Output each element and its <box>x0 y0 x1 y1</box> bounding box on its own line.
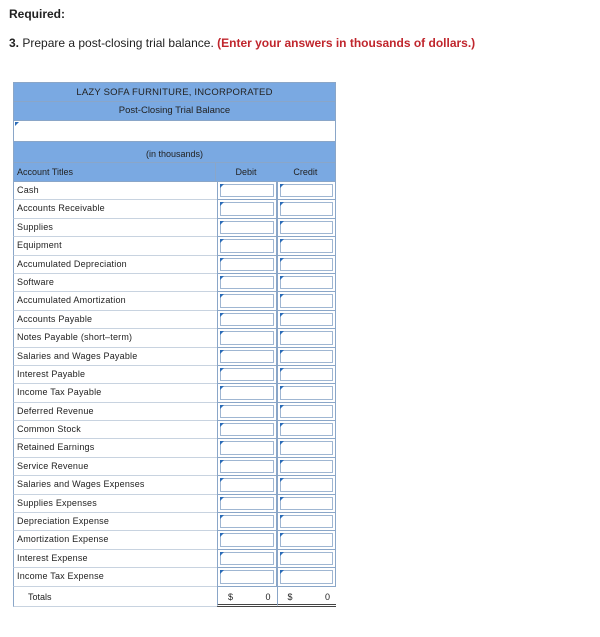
account-title[interactable]: Salaries and Wages Payable <box>13 348 217 366</box>
account-title[interactable]: Retained Earnings <box>13 439 217 457</box>
input-flag-icon <box>280 552 284 556</box>
debit-input-box[interactable] <box>220 239 274 252</box>
table-row <box>13 495 336 513</box>
input-flag-icon <box>280 368 284 372</box>
credit-input[interactable] <box>277 458 337 476</box>
credit-input-box[interactable] <box>280 552 334 565</box>
credit-input[interactable] <box>277 237 337 255</box>
input-flag-icon <box>220 533 224 537</box>
credit-input-box[interactable] <box>280 258 334 271</box>
account-title[interactable]: Income Tax Payable <box>13 384 217 402</box>
debit-input-box[interactable] <box>220 368 274 381</box>
account-title[interactable]: Accounts Receivable <box>13 200 217 218</box>
debit-input[interactable] <box>217 366 277 384</box>
account-title[interactable]: Interest Expense <box>13 550 217 568</box>
credit-input[interactable] <box>277 421 337 439</box>
table-row <box>13 513 336 531</box>
debit-input[interactable] <box>217 182 277 200</box>
input-flag-icon <box>280 276 284 280</box>
input-flag-icon <box>220 202 224 206</box>
table-row <box>13 439 336 457</box>
credit-input-box[interactable] <box>280 386 334 399</box>
input-flag-icon <box>220 313 224 317</box>
input-flag-icon <box>280 239 284 243</box>
credit-input[interactable] <box>277 311 337 329</box>
totals-label: Totals <box>13 587 217 607</box>
input-flag-icon <box>220 515 224 519</box>
input-flag-icon <box>280 423 284 427</box>
debit-input[interactable] <box>217 513 277 531</box>
credit-input-box[interactable] <box>280 313 334 326</box>
total-credit-value: 0 <box>324 591 330 602</box>
debit-input-box[interactable] <box>220 423 274 436</box>
debit-input[interactable] <box>217 421 277 439</box>
total-debit-value: 0 <box>265 591 271 602</box>
col-account-titles: Account Titles <box>14 163 216 181</box>
credit-input[interactable] <box>277 329 337 347</box>
account-title[interactable]: Supplies Expenses <box>13 495 217 513</box>
debit-input[interactable] <box>217 458 277 476</box>
debit-input-box[interactable] <box>220 221 274 234</box>
credit-input[interactable] <box>277 384 337 402</box>
debit-input[interactable] <box>217 256 277 274</box>
table-row <box>13 182 336 200</box>
account-title[interactable]: Interest Payable <box>13 366 217 384</box>
credit-input[interactable] <box>277 568 337 586</box>
account-title[interactable]: Depreciation Expense <box>13 513 217 531</box>
input-flag-icon <box>220 258 224 262</box>
debit-input-box[interactable] <box>220 478 274 491</box>
credit-input[interactable] <box>277 476 337 494</box>
total-debit-currency: $ <box>228 591 234 602</box>
input-flag-icon <box>220 386 224 390</box>
input-flag-icon <box>280 386 284 390</box>
credit-input-box[interactable] <box>280 533 334 546</box>
table-row <box>13 531 336 549</box>
credit-input-box[interactable] <box>280 202 334 215</box>
input-flag-icon <box>280 570 284 574</box>
question-text <box>9 36 475 50</box>
table-row <box>13 311 336 329</box>
account-rows <box>13 182 336 587</box>
input-flag-icon <box>220 294 224 298</box>
input-flag-icon <box>280 184 284 188</box>
table-row <box>13 200 336 218</box>
account-title[interactable]: Equipment <box>13 237 217 255</box>
credit-input[interactable] <box>277 256 337 274</box>
account-title[interactable]: Income Tax Expense <box>13 568 217 586</box>
table-row <box>13 256 336 274</box>
input-flag-icon <box>280 350 284 354</box>
debit-input-box[interactable] <box>220 570 274 583</box>
account-title[interactable]: Accounts Payable <box>13 311 217 329</box>
total-credit-currency: $ <box>287 591 293 602</box>
total-credit <box>277 587 337 607</box>
credit-input-box[interactable] <box>280 478 334 491</box>
required-heading: Required: <box>9 7 66 21</box>
input-flag-icon <box>220 368 224 372</box>
input-flag-icon <box>280 294 284 298</box>
input-flag-icon <box>280 478 284 482</box>
input-flag-icon <box>220 552 224 556</box>
input-flag-icon <box>220 184 224 188</box>
credit-input-box[interactable] <box>280 331 334 344</box>
credit-input-box[interactable] <box>280 184 334 197</box>
question-body: Prepare a post-closing trial balance. <box>19 36 218 50</box>
debit-input[interactable] <box>217 568 277 586</box>
account-title[interactable]: Amortization Expense <box>13 531 217 549</box>
credit-input-box[interactable] <box>280 368 334 381</box>
credit-input[interactable] <box>277 550 337 568</box>
company-name: LAZY SOFA FURNITURE, INCORPORATED <box>13 82 336 102</box>
input-flag-icon <box>220 570 224 574</box>
debit-input-box[interactable] <box>220 533 274 546</box>
table-row <box>13 292 336 310</box>
debit-input[interactable] <box>217 403 277 421</box>
table-row <box>13 329 336 347</box>
account-title[interactable]: Software <box>13 274 217 292</box>
debit-input[interactable] <box>217 476 277 494</box>
table-row <box>13 237 336 255</box>
col-debit: Debit <box>235 167 257 177</box>
input-flag-icon <box>220 350 224 354</box>
credit-input-box[interactable] <box>280 460 334 473</box>
debit-input-box[interactable] <box>220 386 274 399</box>
input-flag-icon <box>280 515 284 519</box>
input-flag-icon <box>220 478 224 482</box>
input-flag-icon <box>280 202 284 206</box>
table-row <box>13 550 336 568</box>
input-flag-icon <box>220 405 224 409</box>
input-flag-icon <box>220 276 224 280</box>
debit-input-box[interactable] <box>220 441 274 454</box>
credit-input[interactable] <box>277 182 337 200</box>
credit-input-box[interactable] <box>280 350 334 363</box>
credit-input[interactable] <box>277 403 337 421</box>
question-hint: (Enter your answers in thousands of dollars.) <box>217 36 476 50</box>
debit-input-box[interactable] <box>220 515 274 528</box>
input-flag-icon <box>280 313 284 317</box>
account-title[interactable]: Supplies <box>13 219 217 237</box>
debit-input-box[interactable] <box>220 258 274 271</box>
input-flag-icon <box>220 423 224 427</box>
input-flag-icon <box>280 533 284 537</box>
table-row <box>13 458 336 476</box>
debit-input[interactable] <box>217 311 277 329</box>
total-debit <box>217 587 277 607</box>
units-label: (in thousands) <box>13 142 336 163</box>
debit-input[interactable] <box>217 384 277 402</box>
trial-balance-table <box>13 82 336 607</box>
input-flag-icon <box>280 441 284 445</box>
debit-input[interactable] <box>217 219 277 237</box>
credit-input-box[interactable] <box>280 423 334 436</box>
input-flag-icon <box>220 331 224 335</box>
table-row <box>13 219 336 237</box>
table-row <box>13 384 336 402</box>
input-flag-icon <box>280 331 284 335</box>
input-flag-icon <box>220 497 224 501</box>
input-flag-icon <box>220 441 224 445</box>
input-flag-icon <box>280 460 284 464</box>
credit-input-box[interactable] <box>280 515 334 528</box>
debit-input-box[interactable] <box>220 184 274 197</box>
input-flag-icon <box>280 405 284 409</box>
account-title[interactable]: Service Revenue <box>13 458 217 476</box>
col-credit: Credit <box>293 167 318 177</box>
account-title[interactable]: Cash <box>13 182 217 200</box>
date-input[interactable] <box>13 121 336 142</box>
credit-input-box[interactable] <box>280 294 334 307</box>
debit-input-box[interactable] <box>220 552 274 565</box>
debit-input[interactable] <box>217 439 277 457</box>
credit-input-box[interactable] <box>280 497 334 510</box>
credit-input-box[interactable] <box>280 405 334 418</box>
table-row <box>13 403 336 421</box>
table-row <box>13 274 336 292</box>
input-flag-icon <box>220 239 224 243</box>
debit-input[interactable] <box>217 274 277 292</box>
credit-input[interactable] <box>277 513 337 531</box>
credit-input[interactable] <box>277 348 337 366</box>
credit-input[interactable] <box>277 531 337 549</box>
credit-input[interactable] <box>277 292 337 310</box>
input-flag-icon <box>280 221 284 225</box>
debit-input-box[interactable] <box>220 313 274 326</box>
debit-input-box[interactable] <box>220 405 274 418</box>
question-number: 3. <box>9 36 20 50</box>
debit-input-box[interactable] <box>220 350 274 363</box>
credit-input[interactable] <box>277 495 337 513</box>
credit-input-box[interactable] <box>280 276 334 289</box>
input-flag-icon <box>220 221 224 225</box>
credit-input-box[interactable] <box>280 570 334 583</box>
debit-input-box[interactable] <box>220 202 274 215</box>
account-title[interactable]: Accumulated Amortization <box>13 292 217 310</box>
credit-input-box[interactable] <box>280 441 334 454</box>
table-row <box>13 476 336 494</box>
debit-input[interactable] <box>217 237 277 255</box>
account-title[interactable]: Salaries and Wages Expenses <box>13 476 217 494</box>
input-flag-icon <box>220 460 224 464</box>
debit-input-box[interactable] <box>220 294 274 307</box>
credit-input[interactable] <box>277 274 337 292</box>
debit-input[interactable] <box>217 495 277 513</box>
statement-title: Post-Closing Trial Balance <box>13 102 336 121</box>
dropdown-flag-icon <box>15 122 19 126</box>
credit-input[interactable] <box>277 219 337 237</box>
account-title[interactable]: Common Stock <box>13 421 217 439</box>
debit-input-box[interactable] <box>220 497 274 510</box>
credit-input-box[interactable] <box>280 239 334 252</box>
input-flag-icon <box>280 258 284 262</box>
table-row <box>13 421 336 439</box>
table-row <box>13 366 336 384</box>
credit-input[interactable] <box>277 200 337 218</box>
table-row <box>13 568 336 586</box>
totals-row <box>13 587 336 607</box>
debit-input[interactable] <box>217 348 277 366</box>
account-title[interactable]: Accumulated Depreciation <box>13 256 217 274</box>
input-flag-icon <box>280 497 284 501</box>
debit-input[interactable] <box>217 531 277 549</box>
debit-input[interactable] <box>217 292 277 310</box>
account-title[interactable]: Notes Payable (short–term) <box>13 329 217 347</box>
debit-input-box[interactable] <box>220 331 274 344</box>
debit-input[interactable] <box>217 200 277 218</box>
credit-input-box[interactable] <box>280 221 334 234</box>
debit-input[interactable] <box>217 329 277 347</box>
credit-input[interactable] <box>277 439 337 457</box>
account-title[interactable]: Deferred Revenue <box>13 403 217 421</box>
table-row <box>13 348 336 366</box>
credit-input[interactable] <box>277 366 337 384</box>
column-header-row <box>13 163 336 182</box>
debit-input[interactable] <box>217 550 277 568</box>
debit-input-box[interactable] <box>220 460 274 473</box>
debit-input-box[interactable] <box>220 276 274 289</box>
